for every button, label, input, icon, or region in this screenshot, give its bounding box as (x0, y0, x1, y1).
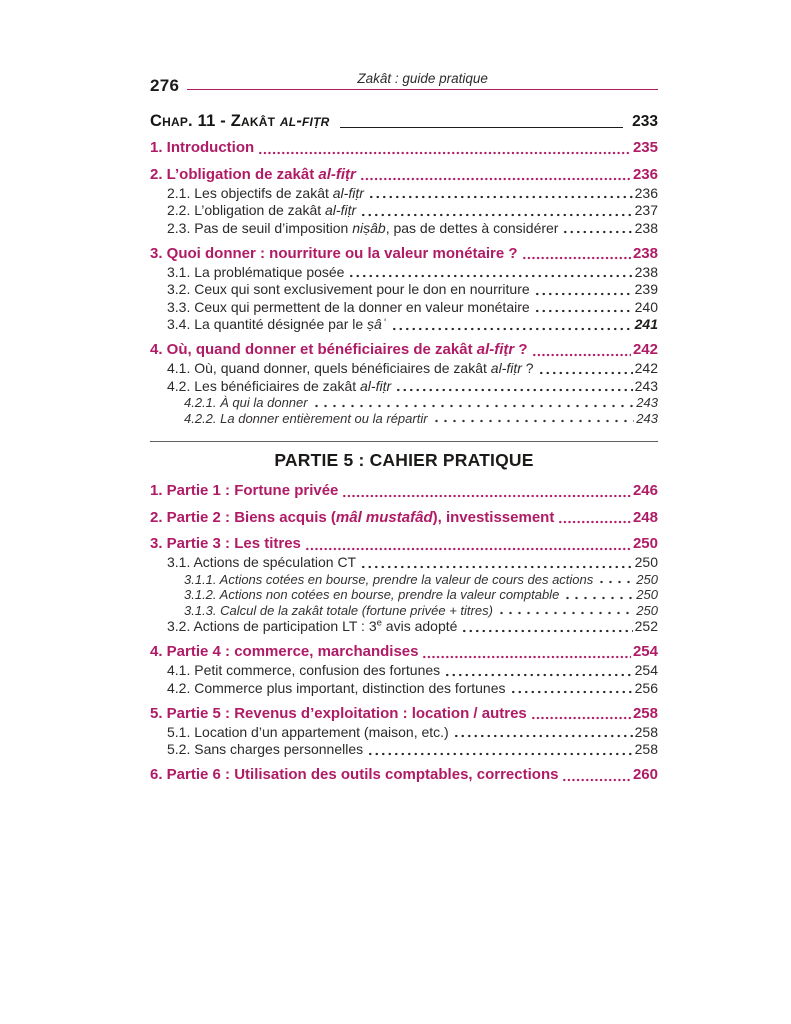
entry-label: 4.2.1. À qui la donner (184, 395, 308, 410)
dot-leader (563, 596, 634, 600)
toc-entry (150, 316, 658, 334)
page-number: 250 (636, 571, 658, 587)
page-number: 236 (634, 184, 658, 201)
page-number: 242 (634, 360, 658, 376)
page-number: 250 (636, 602, 658, 618)
toc-entry (150, 554, 658, 572)
chapter-title-text: Chap. 11 - Zakât (150, 112, 280, 130)
page-number: 242 (632, 341, 658, 358)
dot-leader (597, 580, 634, 584)
page-number: 256 (634, 679, 658, 696)
running-title: Zakât : guide pratique (357, 71, 488, 86)
page-number: 243 (636, 395, 658, 410)
page-number: 235 (632, 139, 658, 156)
entry-label: 4.2.2. La donner entièrement ou la répartir (184, 410, 428, 426)
dot-leader (360, 565, 633, 569)
entry-label: 3.1.3. Calcul de la zakât totale (fortune privée + titres) (184, 602, 493, 618)
toc-entry (150, 703, 658, 724)
folio-number: 276 (150, 76, 180, 95)
dot-leader (432, 419, 635, 423)
dot-leader (532, 353, 631, 357)
toc-entry (150, 618, 658, 636)
toc-entry (150, 264, 658, 282)
chapter-rule-leader (340, 127, 623, 128)
running-header (150, 70, 658, 95)
superscript: e (376, 617, 382, 629)
toc-part (150, 480, 658, 785)
page-number: 252 (634, 618, 658, 634)
entry-label: 2. L’obligation de zakât al-fiṭr (150, 165, 356, 183)
section-divider (150, 441, 658, 442)
entry-label: 3. Quoi donner : nourriture ou la valeur monétaire ? (150, 244, 518, 262)
dot-leader (558, 520, 631, 524)
toc-entry (150, 662, 658, 680)
dot-leader (534, 309, 633, 313)
dot-leader (444, 673, 633, 677)
toc-chapter (150, 137, 658, 426)
entry-label: 3.1. La problématique posée (167, 263, 345, 280)
page-number: 236 (632, 165, 658, 183)
page-number: 238 (634, 219, 658, 236)
toc-entry (150, 480, 658, 501)
header-rule (187, 70, 658, 90)
dot-leader (258, 151, 631, 155)
entry-label: 1. Partie 1 : Fortune privée (150, 482, 339, 499)
page-number: 237 (634, 202, 658, 218)
entry-label: 4.2. Commerce plus important, distinction des fortunes (167, 679, 506, 696)
chapter-title-italic: al-fiṭr (279, 112, 330, 130)
entry-label: 2. Partie 2 : Biens acquis (mâl mustafâd), investissement (150, 508, 555, 526)
dot-leader (522, 256, 631, 260)
chapter-heading-row (150, 112, 658, 131)
toc-entry (150, 603, 658, 619)
dot-leader (342, 494, 631, 498)
page-number: 239 (634, 281, 658, 297)
entry-label: 1. Introduction (150, 139, 255, 156)
page-number: 238 (632, 244, 658, 262)
chapter-page-number: 233 (632, 113, 658, 130)
toc-entry (150, 724, 658, 742)
page-number: 258 (634, 723, 658, 740)
toc-entry (150, 587, 658, 603)
dot-leader (360, 213, 633, 217)
dot-leader (538, 371, 633, 375)
toc-entry (150, 299, 658, 317)
entry-label: 3.2. Ceux qui sont exclusivement pour le don en nourriture (167, 281, 530, 297)
part-heading: PARTIE 5 : CAHIER PRATIQUE (274, 450, 534, 470)
page-number: 258 (634, 741, 658, 757)
dot-leader (312, 404, 635, 408)
page-number: 258 (632, 704, 658, 722)
dot-leader (360, 177, 631, 181)
toc-entry (150, 641, 658, 662)
dot-leader (461, 629, 632, 633)
page-number: 250 (634, 554, 658, 570)
dot-leader (305, 547, 631, 551)
toc-entry (150, 202, 658, 220)
page-number: 250 (632, 535, 658, 552)
dot-leader (562, 778, 631, 782)
toc-entry (150, 680, 658, 698)
toc-entry (150, 185, 658, 203)
chapter-title (150, 112, 329, 131)
dot-leader (453, 734, 633, 738)
page-number: 254 (632, 643, 658, 660)
entry-label: 3.1.1. Actions cotées en bourse, prendre la valeur de cours des actions (184, 571, 594, 587)
page-number: 243 (636, 410, 658, 426)
entry-label: 6. Partie 6 : Utilisation des outils comptables, corrections (150, 766, 559, 783)
dot-leader (348, 274, 632, 278)
toc-entry (150, 378, 658, 396)
page-number: 238 (634, 263, 658, 280)
entry-label: 2.3. Pas de seuil d’imposition niṣâb, pas de dettes à considérer (167, 219, 559, 236)
entry-label: 3.1. Actions de spéculation CT (167, 554, 357, 570)
entry-label: 3.1.2. Actions non cotées en bourse, prendre la valeur comptable (184, 587, 560, 602)
dot-leader (531, 716, 631, 720)
toc-entry (150, 281, 658, 299)
toc-entry (150, 137, 658, 158)
dot-leader (422, 655, 630, 659)
entry-label: 2.1. Les objectifs de zakât al-fiṭr (167, 184, 364, 201)
toc-entry (150, 339, 658, 360)
entry-label: 3. Partie 3 : Les titres (150, 535, 301, 552)
entry-label: 4. Où, quand donner et bénéficiaires de zakât al-fiṭr ? (150, 341, 528, 358)
toc-entry (150, 395, 658, 411)
page-number: 260 (632, 766, 658, 783)
dot-leader (510, 690, 633, 694)
entry-label: 4.2. Les bénéficiaires de zakât al-fiṭr (167, 377, 392, 394)
toc-entry (150, 572, 658, 588)
entry-label: 2.2. L’obligation de zakât al-fiṭr (167, 202, 357, 218)
dot-leader (368, 195, 633, 199)
page-number: 243 (634, 377, 658, 394)
dot-leader (395, 388, 633, 392)
page-number: 250 (636, 587, 658, 602)
entry-label: 4.1. Petit commerce, confusion des fortunes (167, 662, 441, 678)
page-number: 246 (632, 482, 658, 499)
entry-label: 3.4. La quantité désignée par le ṣâʿ (167, 316, 387, 332)
entry-label: 4. Partie 4 : commerce, marchandises (150, 643, 419, 660)
dot-leader (534, 292, 633, 296)
page-number: 254 (634, 662, 658, 678)
entry-label: 4.1. Où, quand donner, quels bénéficiaires de zakât al-fiṭr ? (167, 360, 534, 376)
toc-entry (150, 220, 658, 238)
toc-entry (150, 360, 658, 378)
toc-entry (150, 741, 658, 759)
dot-leader (367, 752, 633, 756)
toc-entry (150, 164, 658, 185)
toc-entry (150, 411, 658, 427)
page-content (150, 0, 658, 785)
entry-label: 3.2. Actions de participation LT : 3e avis adopté (167, 617, 458, 634)
dot-leader (562, 230, 632, 234)
dot-leader (391, 327, 633, 331)
page-number: 240 (634, 298, 658, 315)
page-number: 241 (634, 316, 658, 332)
entry-label: 3.3. Ceux qui permettent de la donner en valeur monétaire (167, 298, 530, 315)
entry-label: 5. Partie 5 : Revenus d’exploitation : location / autres (150, 704, 527, 722)
entry-label: 5.2. Sans charges personnelles (167, 741, 364, 757)
toc-entry (150, 507, 658, 528)
toc-entry (150, 533, 658, 554)
entry-label: 5.1. Location d’un appartement (maison, etc.) (167, 723, 449, 740)
dot-leader (497, 611, 634, 615)
toc-entry (150, 764, 658, 785)
page-number: 248 (632, 508, 658, 526)
toc-entry (150, 243, 658, 264)
